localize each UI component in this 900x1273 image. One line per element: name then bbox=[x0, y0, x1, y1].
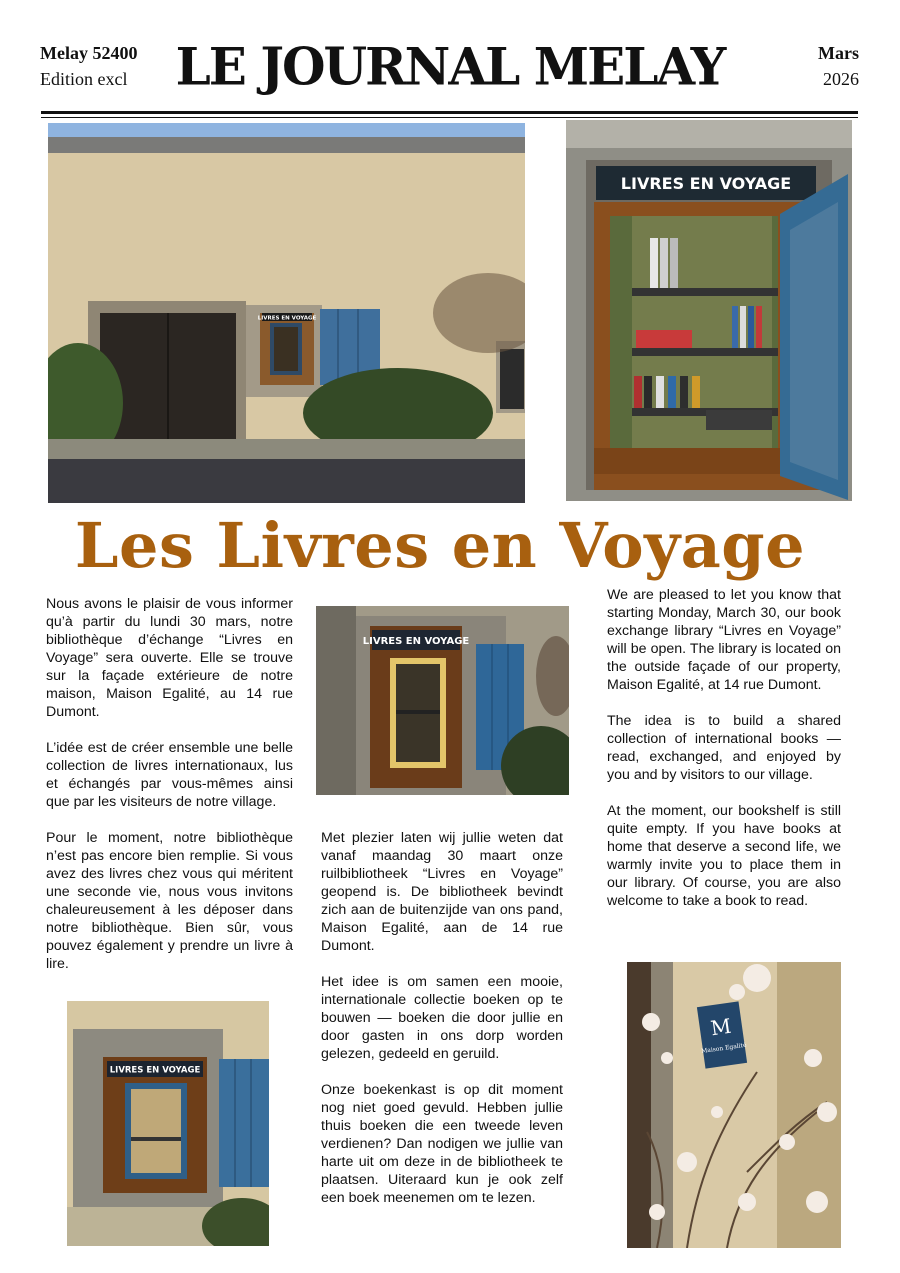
bookcase-closeup-photo bbox=[566, 120, 852, 501]
french-paragraph: Nous avons le plaisir de vous informer qu’à partir du lundi 30 mars, notre bibliothèque d’échange “Livres en Voyage” sera ouverte. Elle se trouve sur la façade extérieure de notre maison, Maison Egalité, au 14 rue Dumont. bbox=[46, 596, 293, 720]
article-column-dutch bbox=[321, 829, 563, 1225]
plaque-name: Maison Egalité bbox=[700, 1041, 747, 1056]
english-paragraph: We are pleased to let you know that starting Monday, March 30, our book exchange library “Livres en Voyage” will be open. The library is located on the outside façade of our property, Maison Egalité, at 14 rue Dumont. bbox=[607, 587, 841, 693]
english-paragraph: At the moment, our bookshelf is still quite empty. If you have books at home that deserve a second life, we warmly invite you to place them in our library. Of course, you are also welcome to take a book to read. bbox=[607, 803, 841, 909]
issue-year: 2026 bbox=[823, 69, 859, 89]
edition-info bbox=[40, 40, 137, 92]
window-sign-text: LIVRES EN VOYAGE bbox=[109, 1065, 201, 1076]
evening-window-photo bbox=[316, 606, 569, 795]
article-headline: Les Livres en Voyage bbox=[74, 509, 806, 582]
window-shutter-photo bbox=[67, 1001, 269, 1246]
english-paragraph: The idea is to build a shared collection of international books — read, exchanged, and enjoyed by you and by visitors to our village. bbox=[607, 713, 841, 783]
maison-egalite-plaque-photo bbox=[627, 962, 841, 1248]
evening-sign-text: LIVRES EN VOYAGE bbox=[362, 636, 470, 647]
issue-month: Mars bbox=[818, 43, 859, 63]
french-paragraph: L’idée est de créer ensemble une belle collection de livres internationaux, lus et échangés par vous-mêmes ainsi que par les visiteurs de notre village. bbox=[46, 740, 293, 810]
masthead-rule-thin bbox=[41, 117, 858, 118]
plaque-initial: M bbox=[709, 1013, 733, 1041]
edition-location: Melay 52400 bbox=[40, 43, 138, 63]
dutch-paragraph: Het idee is om samen een mooie, internationale collectie boeken op te bouwen — boeken die door jullie en door gasten in ons dorp worden gelezen, gedeeld en geruild. bbox=[321, 974, 563, 1062]
article-column-french bbox=[46, 595, 293, 991]
newspaper-title: LE JOURNAL MELAY bbox=[175, 36, 725, 97]
article-column-english bbox=[607, 586, 841, 928]
masthead-rule-thick bbox=[41, 111, 858, 114]
facade-sign-text: LIVRES EN VOYAGE bbox=[257, 315, 317, 322]
french-paragraph: Pour le moment, notre bibliothèque n’est pas encore bien remplie. Si vous avez des livres chez vous qui méritent une seconde vie, nous vous invitons chaleureusement à les déposer dans notre bibliothèque. Bien sûr, vous pouvez également y prendre un livre à lire. bbox=[46, 830, 293, 972]
dutch-paragraph: Met plezier laten wij jullie weten dat vanaf maandag 30 maart onze ruilbibliotheek “Livres en Voyage” geopend is. De bibliotheek bevindt zich aan de buitenzijde van ons pand, Maison Egalité, aan de 14 rue Dumont. bbox=[321, 830, 563, 954]
issue-date bbox=[818, 40, 859, 92]
closeup-sign-text: LIVRES EN VOYAGE bbox=[620, 174, 792, 193]
facade-photo bbox=[48, 123, 525, 503]
edition-label: Edition excl bbox=[40, 69, 128, 89]
dutch-paragraph: Onze boekenkast is op dit moment nog niet goed gevuld. Hebben jullie thuis boeken die een tweede leven verdienen? Dan nodigen we jullie van harte uit om deze in de bibliotheek te plaatsen. Uiteraard kun je ook zelf een boek meenemen om te lezen. bbox=[321, 1082, 563, 1206]
